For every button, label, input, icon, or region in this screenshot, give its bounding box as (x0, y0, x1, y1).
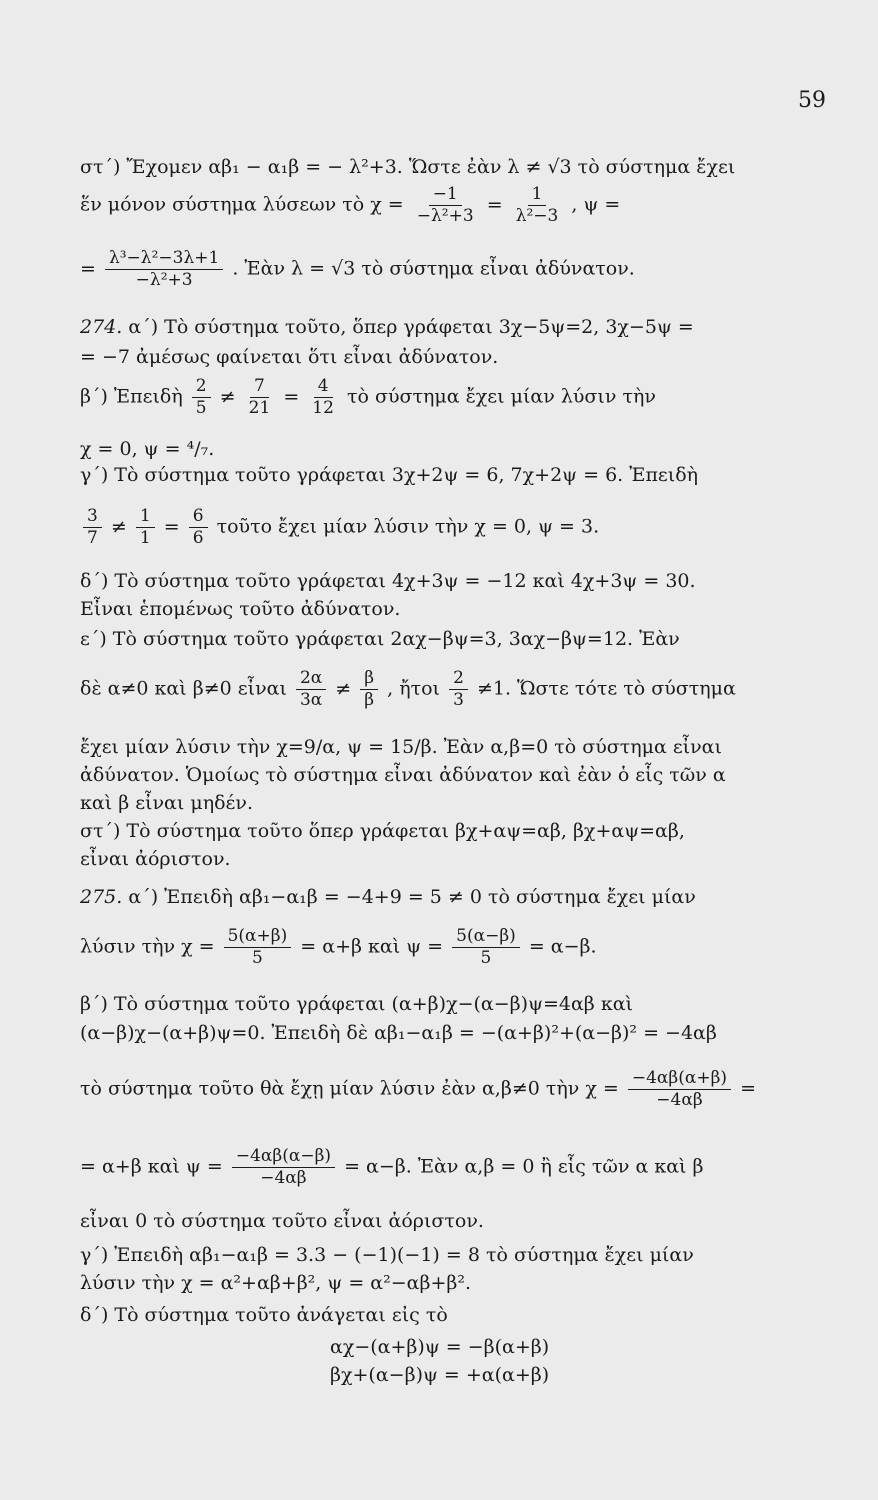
fraction (224, 928, 292, 967)
fraction (192, 378, 211, 417)
text-line (80, 186, 620, 225)
fraction-denominator: −4αβ (656, 1090, 703, 1110)
text-line: β΄) Τὸ σύστημα τοῦτο γράφεται (α+β)χ−(α−β)ψ=4αβ καὶ (80, 993, 633, 1015)
fraction-numerator: −4αβ(α+β) (628, 1070, 731, 1090)
not-equal-sign: ≠ (335, 677, 352, 700)
equation-line: βχ+(α−β)ψ = +α(α+β) (330, 1364, 550, 1386)
text-line: λύσιν τὴν χ = α²+αβ+β², ψ = α²−αβ+β². (80, 1272, 472, 1294)
text-line: ἀδύνατον. Ὁμοίως τὸ σύστημα εἶναι ἀδύνατον καὶ ἐὰν ὁ εἷς τῶν α (80, 764, 726, 786)
fraction-numerator: −4αβ(α−β) (232, 1148, 335, 1168)
fraction-numerator: 5(α−β) (452, 928, 520, 948)
text-line: = −7 ἀμέσως φαίνεται ὅτι εἶναι ἀδύνατον. (80, 346, 499, 368)
text-fragment: τὸ σύστημα τοῦτο θὰ ἔχῃ μίαν λύσιν ἐὰν α,β≠0 τὴν χ = (80, 1077, 619, 1100)
fraction-numerator: 2 (449, 670, 468, 690)
fraction-numerator: λ³−λ²−3λ+1 (105, 250, 223, 270)
fraction-numerator: 5(α+β) (224, 928, 292, 948)
fraction-numerator: 2α (296, 670, 326, 690)
text-fragment: , ἤτοι (387, 677, 441, 700)
text-line: στ΄) Τὸ σύστημα τοῦτο ὅπερ γράφεται βχ+αψ=αβ, βχ+αψ=αβ, (80, 820, 685, 842)
text-line: Εἶναι ἑπομένως τοῦτο ἀδύνατον. (80, 598, 401, 620)
fraction (449, 670, 468, 709)
text-line (80, 1070, 756, 1109)
fraction (413, 186, 478, 225)
text-line (80, 508, 599, 547)
fraction-numerator: 1 (528, 186, 547, 206)
fraction (245, 378, 275, 417)
not-equal-sign: ≠ (110, 515, 127, 538)
text-line: εἶναι 0 τὸ σύστημα τοῦτο εἶναι ἀόριστον. (80, 1210, 484, 1232)
text-fragment: α΄) Ἐπειδὴ αβ₁−α₁β = −4+9 = 5 ≠ 0 τὸ σύστημα ἔχει μίαν (128, 886, 696, 908)
text-fragment: δὲ α≠0 καὶ β≠0 εἶναι (80, 677, 287, 700)
fraction (296, 670, 326, 709)
text-fragment: ≠1. Ὥστε τότε τὸ σύστημα (476, 677, 736, 700)
fraction-numerator: 4 (314, 378, 333, 398)
text-fragment: = α+β καὶ ψ = (80, 1155, 223, 1178)
fraction-denominator: 5 (480, 948, 492, 968)
fraction-denominator: 21 (248, 398, 271, 418)
fraction (628, 1070, 731, 1109)
fraction-denominator: 1 (139, 528, 151, 548)
text-line: χ = 0, ψ = ⁴/₇. (80, 438, 215, 460)
text-line: γ΄) Τὸ σύστημα τοῦτο γράφεται 3χ+2ψ = 6, 7χ+2ψ = 6. Ἐπειδὴ (80, 464, 699, 486)
equals-sign: = (80, 257, 96, 280)
text-fragment: α΄) Τὸ σύστημα τοῦτο, ὅπερ γράφεται 3χ−5ψ=2, 3χ−5ψ = (128, 316, 694, 338)
fraction-numerator: 6 (189, 508, 208, 528)
fraction-denominator: 5 (195, 398, 207, 418)
fraction-numerator: 3 (83, 508, 102, 528)
equals-sign: = (486, 193, 503, 216)
text-line: δ΄) Τὸ σύστημα τοῦτο γράφεται 4χ+3ψ = −12 καὶ 4χ+3ψ = 30. (80, 570, 696, 592)
text-fragment: τὸ σύστημα ἔχει μίαν λύσιν τὴν (346, 385, 656, 408)
exercise-number: 275. (80, 886, 123, 908)
equation-line: αχ−(α+β)ψ = −β(α+β) (330, 1336, 550, 1358)
equals-sign: = (283, 385, 300, 408)
fraction-numerator: 1 (136, 508, 155, 528)
fraction (360, 670, 378, 709)
fraction-denominator: 3 (453, 690, 464, 710)
fraction-numerator: 2 (192, 378, 211, 398)
exercise-number: 274. (80, 316, 123, 338)
fraction-denominator: −λ²+3 (416, 206, 474, 226)
fraction-numerator: β (360, 670, 378, 690)
fraction-denominator: −4αβ (260, 1168, 307, 1188)
text-line (80, 318, 694, 337)
fraction (105, 250, 223, 289)
text-line (80, 670, 736, 709)
fraction-denominator: 5 (252, 948, 263, 968)
fraction-denominator: β (364, 690, 375, 710)
fraction-denominator: 6 (192, 528, 204, 548)
text-fragment: β΄) Ἐπειδὴ (80, 385, 183, 408)
fraction-denominator: 3α (299, 690, 323, 710)
text-line: γ΄) Ἐπειδὴ αβ₁−α₁β = 3.3 − (−1)(−1) = 8 τὸ σύστημα ἔχει μίαν (80, 1244, 694, 1266)
text-fragment: = α+β καὶ ψ = (300, 935, 444, 958)
text-fragment: , ψ = (571, 193, 621, 216)
fraction-numerator: −1 (429, 186, 462, 206)
text-line: ἔχει μίαν λύσιν τὴν χ=9/α, ψ = 15/β. Ἐὰν α,β=0 τὸ σύστημα εἶναι (80, 736, 722, 758)
fraction (189, 508, 208, 547)
text-line (80, 888, 696, 907)
text-line (80, 378, 656, 417)
text-line (80, 250, 635, 289)
page-number: 59 (798, 88, 826, 113)
text-line: δ΄) Τὸ σύστημα τοῦτο ἀνάγεται εἰς τὸ (80, 1304, 448, 1326)
not-equal-sign: ≠ (219, 385, 236, 408)
fraction (308, 378, 338, 417)
text-fragment: . Ἐὰν λ = √3 τὸ σύστημα εἶναι ἀδύνατον. (232, 257, 635, 280)
fraction-numerator: 7 (250, 378, 269, 398)
text-line (80, 928, 597, 967)
text-line: εἶναι ἀόριστον. (80, 848, 231, 870)
equals-sign: = (163, 515, 180, 538)
fraction-denominator: −λ²+3 (135, 270, 193, 290)
text-line: (α−β)χ−(α+β)ψ=0. Ἐπειδὴ δὲ αβ₁−α₁β = −(α+β)²+(α−β)² = −4αβ (80, 1022, 717, 1044)
text-line (80, 1148, 704, 1187)
text-line: ε΄) Τὸ σύστημα τοῦτο γράφεται 2αχ−βψ=3, 3αχ−βψ=12. Ἐὰν (80, 628, 680, 650)
fraction (83, 508, 102, 547)
fraction-denominator: λ²−3 (515, 206, 559, 226)
fraction-denominator: 12 (312, 398, 334, 418)
text-fragment: λύσιν τὴν χ = (80, 935, 215, 958)
text-line: καὶ β εἶναι μηδέν. (80, 792, 253, 814)
text-fragment: = α−β. (528, 935, 597, 958)
text-fragment: = α−β. Ἐὰν α,β = 0 ἢ εἷς τῶν α καὶ β (344, 1155, 704, 1178)
fraction (232, 1148, 335, 1187)
text-fragment: ἕν μόνον σύστημα λύσεων τὸ χ = (80, 193, 404, 216)
text-fragment: τοῦτο ἔχει μίαν λύσιν τὴν χ = 0, ψ = 3. (216, 515, 600, 538)
fraction (512, 186, 563, 225)
fraction-denominator: 7 (87, 528, 98, 548)
fraction (452, 928, 520, 967)
text-fragment: = (740, 1077, 757, 1100)
text-line: στ΄) Ἔχομεν αβ₁ − α₁β = − λ²+3. Ὥστε ἐὰν λ ≠ √3 τὸ σύστημα ἔχει (80, 156, 736, 178)
fraction (136, 508, 155, 547)
